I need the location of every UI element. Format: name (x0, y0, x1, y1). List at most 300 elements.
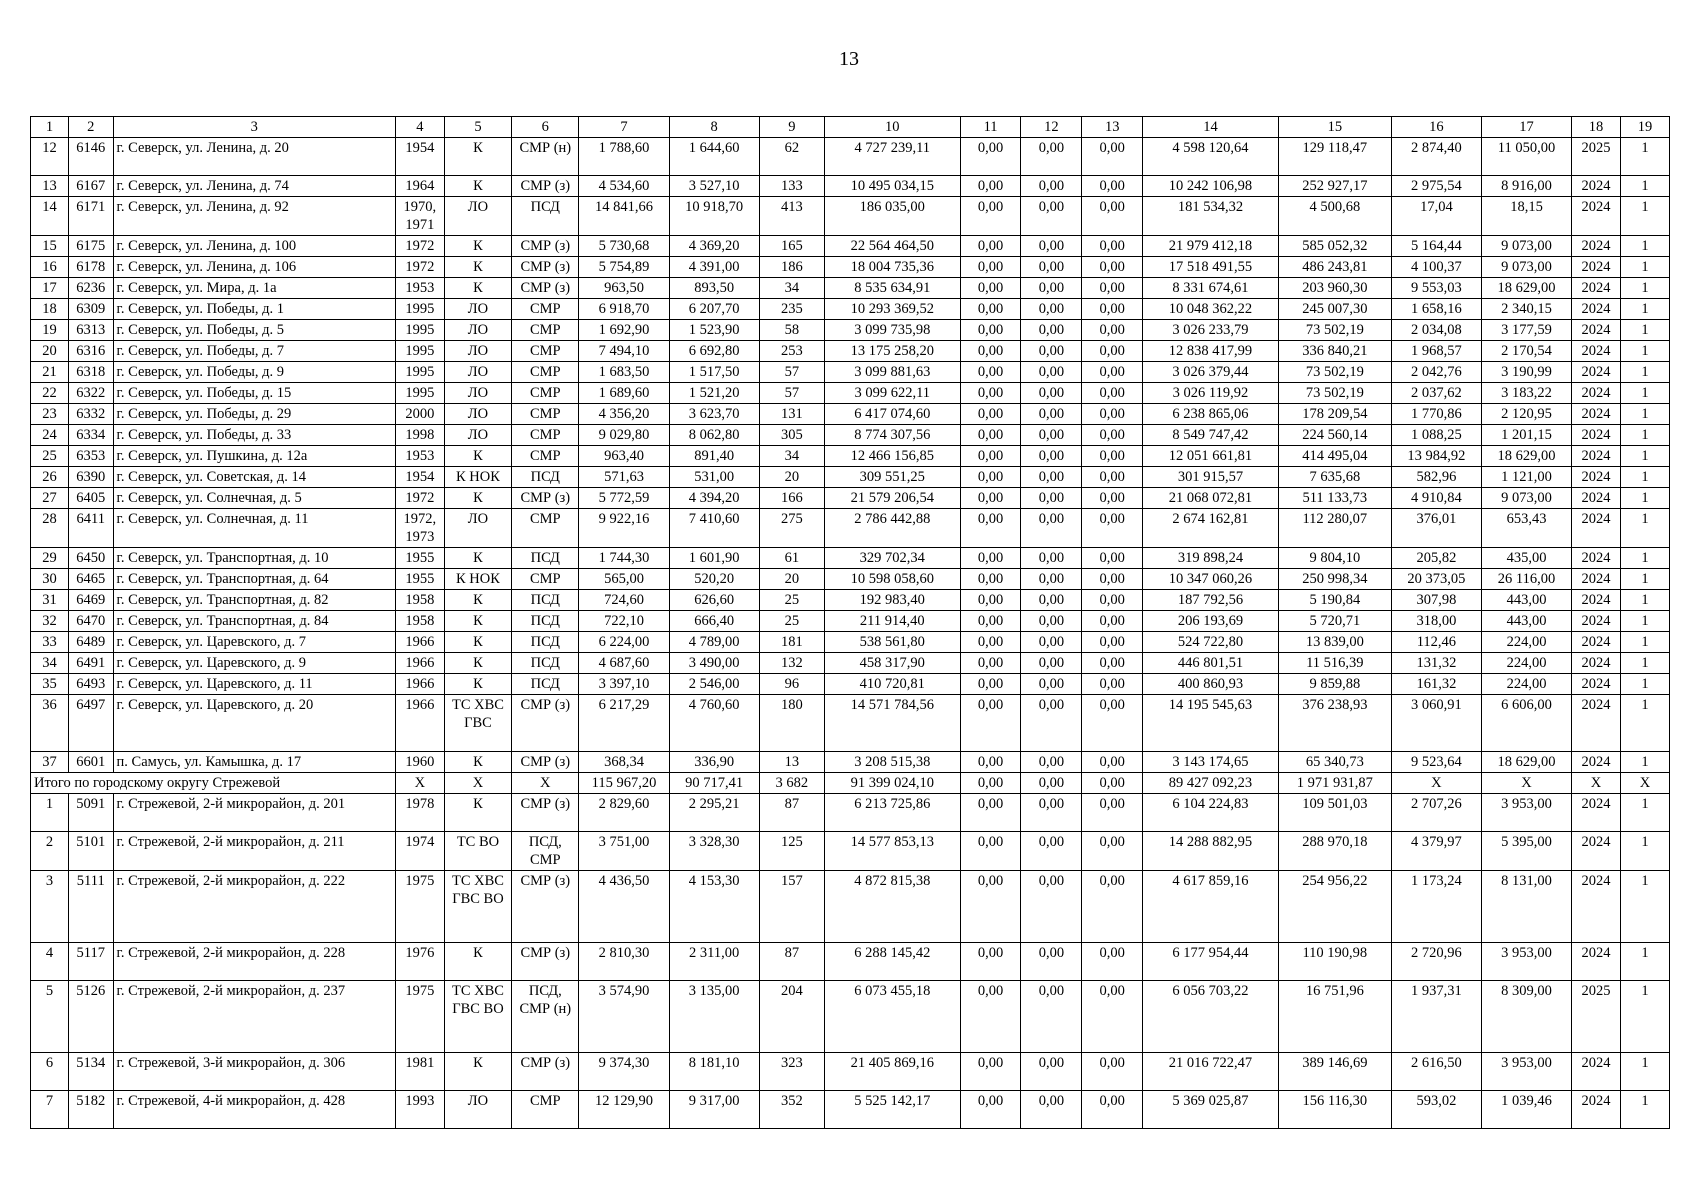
table-cell: 1 (1620, 1053, 1669, 1091)
table-cell: 3 574,90 (579, 981, 669, 1053)
table-cell: СМР (з) (512, 1053, 579, 1091)
table-row (31, 257, 1670, 278)
table-cell: ПСД (512, 611, 579, 632)
table-cell: 3 (31, 871, 69, 943)
table-cell: 28 (31, 509, 69, 548)
total-cell: 91 399 024,10 (824, 773, 960, 794)
table-cell: 2 042,76 (1391, 362, 1481, 383)
table-cell: К (444, 674, 511, 695)
table-cell: 20 (759, 569, 824, 590)
table-cell: 0,00 (1082, 632, 1143, 653)
table-cell: 1 039,46 (1481, 1091, 1571, 1129)
address-cell: г. Северск, ул. Царевского, д. 7 (113, 632, 395, 653)
strezhevoy-rows (31, 794, 1670, 1129)
table-row (31, 176, 1670, 197)
table-cell: 1 788,60 (579, 138, 669, 176)
column-header: 14 (1143, 117, 1279, 138)
table-cell: 3 490,00 (669, 653, 759, 674)
table-cell: 6 056 703,22 (1143, 981, 1279, 1053)
table-cell: 5091 (69, 794, 114, 832)
table-cell: 6332 (69, 404, 114, 425)
table-cell: 13 984,92 (1391, 446, 1481, 467)
table-cell: 0,00 (1021, 981, 1082, 1053)
table-cell: СМР (з) (512, 176, 579, 197)
table-cell: 2 120,95 (1481, 404, 1571, 425)
column-header: 5 (444, 117, 511, 138)
table-cell: 5 720,71 (1278, 611, 1391, 632)
table-cell: 250 998,34 (1278, 569, 1391, 590)
table-cell: ЛО (444, 299, 511, 320)
table-cell: 73 502,19 (1278, 362, 1391, 383)
table-cell: 12 466 156,85 (824, 446, 960, 467)
table-cell: 5 730,68 (579, 236, 669, 257)
column-header: 11 (960, 117, 1021, 138)
table-cell: 36 (31, 695, 69, 752)
table-cell: 1964 (395, 176, 444, 197)
table-row (31, 794, 1670, 832)
table-row (31, 832, 1670, 871)
table-cell: 0,00 (1082, 1053, 1143, 1091)
table-cell: 3 177,59 (1481, 320, 1571, 341)
total-cell: 0,00 (1082, 773, 1143, 794)
table-cell: 1 (1620, 674, 1669, 695)
table-cell: 9 073,00 (1481, 236, 1571, 257)
table-row (31, 488, 1670, 509)
table-cell: ПСД (512, 548, 579, 569)
table-cell: К (444, 590, 511, 611)
table-cell: 2024 (1572, 674, 1621, 695)
table-cell: 0,00 (960, 509, 1021, 548)
table-cell: 2024 (1572, 794, 1621, 832)
table-cell: 323 (759, 1053, 824, 1091)
table-cell: ПСД (512, 653, 579, 674)
table-cell: 2024 (1572, 509, 1621, 548)
table-cell: 1 601,90 (669, 548, 759, 569)
table-cell: 224 560,14 (1278, 425, 1391, 446)
table-cell: 1954 (395, 467, 444, 488)
table-cell: 2 037,62 (1391, 383, 1481, 404)
table-cell: 2024 (1572, 320, 1621, 341)
table-cell: 0,00 (1021, 794, 1082, 832)
table-cell: СМР (512, 299, 579, 320)
table-cell: 6493 (69, 674, 114, 695)
table-cell: 6 288 145,42 (824, 943, 960, 981)
table-cell: 0,00 (960, 404, 1021, 425)
table-cell: СМР (н) (512, 138, 579, 176)
table-cell: 1 (1620, 632, 1669, 653)
table-cell: 6 224,00 (579, 632, 669, 653)
table-cell: 0,00 (1021, 832, 1082, 871)
table-cell: 0,00 (1082, 176, 1143, 197)
housing-repair-table (30, 116, 1670, 1129)
total-row-group (31, 773, 1670, 794)
address-cell: г. Северск, ул. Транспортная, д. 10 (113, 548, 395, 569)
address-cell: г. Стрежевой, 4-й микрорайон, д. 428 (113, 1091, 395, 1129)
column-header: 9 (759, 117, 824, 138)
total-cell: 1 971 931,87 (1278, 773, 1391, 794)
table-cell: 5117 (69, 943, 114, 981)
table-cell: 1 121,00 (1481, 467, 1571, 488)
table-cell: 9 859,88 (1278, 674, 1391, 695)
table-cell: 22 (31, 383, 69, 404)
table-cell: 3 527,10 (669, 176, 759, 197)
table-cell: 11 050,00 (1481, 138, 1571, 176)
table-cell: 1966 (395, 674, 444, 695)
table-cell: 1 (1620, 752, 1669, 773)
table-cell: 9 523,64 (1391, 752, 1481, 773)
table-cell: 5 754,89 (579, 257, 669, 278)
table-cell: 5 164,44 (1391, 236, 1481, 257)
table-cell: 3 099 622,11 (824, 383, 960, 404)
table-cell: 309 551,25 (824, 467, 960, 488)
address-cell: г. Стрежевой, 2-й микрорайон, д. 222 (113, 871, 395, 943)
table-cell: 6 213 725,86 (824, 794, 960, 832)
table-cell: 25 (759, 611, 824, 632)
table-cell: 8 309,00 (1481, 981, 1571, 1053)
table-cell: 0,00 (1082, 278, 1143, 299)
table-cell: 0,00 (1082, 794, 1143, 832)
table-row (31, 871, 1670, 943)
table-cell: 6 104 224,83 (1143, 794, 1279, 832)
table-cell: 1972 (395, 257, 444, 278)
table-cell: 1953 (395, 278, 444, 299)
table-cell: 10 293 369,52 (824, 299, 960, 320)
table-cell: 6 918,70 (579, 299, 669, 320)
table-cell: 6 (31, 1053, 69, 1091)
table-row (31, 674, 1670, 695)
total-cell: 115 967,20 (579, 773, 669, 794)
table-cell: 0,00 (1021, 299, 1082, 320)
table-cell: 443,00 (1481, 611, 1571, 632)
address-cell: г. Северск, ул. Ленина, д. 74 (113, 176, 395, 197)
table-cell: 288 970,18 (1278, 832, 1391, 871)
table-cell: 186 035,00 (824, 197, 960, 236)
table-cell: 17 (31, 278, 69, 299)
table-cell: 2025 (1572, 981, 1621, 1053)
table-cell: 1954 (395, 138, 444, 176)
table-cell: 6313 (69, 320, 114, 341)
table-cell: 1 (1620, 871, 1669, 943)
table-cell: 0,00 (960, 653, 1021, 674)
column-header: 10 (824, 117, 960, 138)
table-cell: 0,00 (960, 197, 1021, 236)
table-cell: СМР (512, 383, 579, 404)
table-cell: 9 804,10 (1278, 548, 1391, 569)
table-cell: 1966 (395, 695, 444, 752)
table-cell: 6318 (69, 362, 114, 383)
table-cell: 0,00 (1082, 197, 1143, 236)
table-row (31, 981, 1670, 1053)
table-cell: 6465 (69, 569, 114, 590)
table-cell: 112,46 (1391, 632, 1481, 653)
table-cell: 2 975,54 (1391, 176, 1481, 197)
address-cell: г. Северск, ул. Транспортная, д. 64 (113, 569, 395, 590)
table-row (31, 509, 1670, 548)
table-cell: 165 (759, 236, 824, 257)
table-cell: 25 (759, 590, 824, 611)
table-cell: 6171 (69, 197, 114, 236)
table-cell: 34 (759, 278, 824, 299)
table-cell: 2024 (1572, 404, 1621, 425)
table-cell: 0,00 (960, 278, 1021, 299)
table-cell: 2024 (1572, 832, 1621, 871)
table-cell: 2024 (1572, 653, 1621, 674)
table-cell: 203 960,30 (1278, 278, 1391, 299)
table-cell: 2024 (1572, 548, 1621, 569)
address-cell: г. Северск, ул. Царевского, д. 20 (113, 695, 395, 752)
table-cell: 6334 (69, 425, 114, 446)
table-row (31, 695, 1670, 752)
table-cell: 0,00 (960, 674, 1021, 695)
table-cell: СМР (з) (512, 257, 579, 278)
table-cell: 368,34 (579, 752, 669, 773)
table-cell: 18 (31, 299, 69, 320)
table-cell: 30 (31, 569, 69, 590)
table-cell: ТС ХВС ГВС ВО (444, 981, 511, 1053)
table-cell: 1 (1620, 425, 1669, 446)
total-cell: 0,00 (960, 773, 1021, 794)
table-cell: ЛО (444, 1091, 511, 1129)
table-cell: 4 598 120,64 (1143, 138, 1279, 176)
table-cell: 15 (31, 236, 69, 257)
table-cell: 24 (31, 425, 69, 446)
table-cell: 3 026 119,92 (1143, 383, 1279, 404)
table-cell: 6601 (69, 752, 114, 773)
table-cell: 3 099 881,63 (824, 362, 960, 383)
table-cell: СМР (з) (512, 488, 579, 509)
table-cell: 27 (31, 488, 69, 509)
table-cell: СМР (з) (512, 278, 579, 299)
address-cell: г. Северск, ул. Победы, д. 1 (113, 299, 395, 320)
table-cell: К (444, 446, 511, 467)
table-cell: К (444, 632, 511, 653)
table-cell: ПСД (512, 467, 579, 488)
table-cell: 336 840,21 (1278, 341, 1391, 362)
table-cell: 565,00 (579, 569, 669, 590)
table-cell: 0,00 (960, 467, 1021, 488)
table-cell: 0,00 (1082, 383, 1143, 404)
table-cell: 0,00 (1021, 590, 1082, 611)
table-cell: 181 534,32 (1143, 197, 1279, 236)
table-cell: 4 394,20 (669, 488, 759, 509)
table-cell: 5134 (69, 1053, 114, 1091)
table-cell: СМР (512, 425, 579, 446)
table-cell: 3 099 735,98 (824, 320, 960, 341)
table-cell: 1974 (395, 832, 444, 871)
table-cell: 0,00 (960, 632, 1021, 653)
table-cell: 21 979 412,18 (1143, 236, 1279, 257)
table-row (31, 278, 1670, 299)
table-cell: 0,00 (1021, 467, 1082, 488)
table-cell: 443,00 (1481, 590, 1571, 611)
table-cell: К (444, 943, 511, 981)
table-cell: ПСД (512, 674, 579, 695)
address-cell: г. Северск, ул. Солнечная, д. 11 (113, 509, 395, 548)
table-cell: 0,00 (1021, 695, 1082, 752)
table-cell: ПСД, СМР (512, 832, 579, 871)
column-header: 1 (31, 117, 69, 138)
table-cell: 6 417 074,60 (824, 404, 960, 425)
table-cell: 8 131,00 (1481, 871, 1571, 943)
table-cell: 2024 (1572, 362, 1621, 383)
total-cell: 90 717,41 (669, 773, 759, 794)
column-header: 3 (113, 117, 395, 138)
table-cell: 6491 (69, 653, 114, 674)
table-cell: 1 683,50 (579, 362, 669, 383)
table-cell: 0,00 (1021, 674, 1082, 695)
table-cell: 131,32 (1391, 653, 1481, 674)
table-cell: 3 026 233,79 (1143, 320, 1279, 341)
table-cell: 1 (1620, 590, 1669, 611)
table-row (31, 362, 1670, 383)
table-cell: 2 720,96 (1391, 943, 1481, 981)
table-cell: 23 (31, 404, 69, 425)
table-cell: 112 280,07 (1278, 509, 1391, 548)
table-cell: 0,00 (960, 383, 1021, 404)
table-cell: 626,60 (669, 590, 759, 611)
table-cell: 1 (1620, 278, 1669, 299)
table-cell: СМР (з) (512, 695, 579, 752)
table-cell: 2 707,26 (1391, 794, 1481, 832)
table-cell: 307,98 (1391, 590, 1481, 611)
table-cell: ЛО (444, 404, 511, 425)
table-cell: 0,00 (1082, 548, 1143, 569)
table-cell: 0,00 (1021, 446, 1082, 467)
table-cell: 2024 (1572, 467, 1621, 488)
table-row (31, 611, 1670, 632)
table-cell: 3 143 174,65 (1143, 752, 1279, 773)
table-cell: 2 295,21 (669, 794, 759, 832)
table-cell: 2 034,08 (1391, 320, 1481, 341)
table-cell: 1 (1620, 695, 1669, 752)
table-cell: 37 (31, 752, 69, 773)
table-cell: 1 (1620, 611, 1669, 632)
page-number: 13 (839, 48, 859, 70)
table-cell: 161,32 (1391, 674, 1481, 695)
address-cell: г. Стрежевой, 2-й микрорайон, д. 201 (113, 794, 395, 832)
table-cell: 6497 (69, 695, 114, 752)
table-cell: 17 518 491,55 (1143, 257, 1279, 278)
table-cell: 6469 (69, 590, 114, 611)
table-cell: ПСД (512, 632, 579, 653)
table-cell: СМР (512, 509, 579, 548)
table-cell: 2000 (395, 404, 444, 425)
table-cell: 7 494,10 (579, 341, 669, 362)
table-cell: 511 133,73 (1278, 488, 1391, 509)
table-cell: СМР (512, 446, 579, 467)
table-cell: 18 629,00 (1481, 752, 1571, 773)
table-cell: СМР (з) (512, 871, 579, 943)
table-cell: 206 193,69 (1143, 611, 1279, 632)
table-cell: СМР (512, 362, 579, 383)
table-cell: 593,02 (1391, 1091, 1481, 1129)
table-row (31, 299, 1670, 320)
table-cell: 0,00 (960, 488, 1021, 509)
table-cell: 2024 (1572, 278, 1621, 299)
table-cell: 1958 (395, 611, 444, 632)
table-cell: 2 340,15 (1481, 299, 1571, 320)
table-cell: 0,00 (1021, 943, 1082, 981)
table-cell: 486 243,81 (1278, 257, 1391, 278)
table-cell: 893,50 (669, 278, 759, 299)
table-cell: СМР (512, 320, 579, 341)
table-cell: 0,00 (1021, 176, 1082, 197)
table-cell: 10 495 034,15 (824, 176, 960, 197)
table-cell: 1 (1620, 943, 1669, 981)
address-cell: г. Северск, ул. Пушкина, д. 12а (113, 446, 395, 467)
table-cell: 2024 (1572, 176, 1621, 197)
table-cell: 0,00 (1082, 1091, 1143, 1129)
table-cell: 1 (1620, 197, 1669, 236)
table-cell: 8 062,80 (669, 425, 759, 446)
table-cell: 376,01 (1391, 509, 1481, 548)
table-cell: 3 623,70 (669, 404, 759, 425)
table-cell: 65 340,73 (1278, 752, 1391, 773)
table-cell: 10 918,70 (669, 197, 759, 236)
table-cell: 446 801,51 (1143, 653, 1279, 674)
table-cell: 1 (1620, 548, 1669, 569)
table-cell: 0,00 (960, 1091, 1021, 1129)
table-cell: 2024 (1572, 695, 1621, 752)
table-cell: 0,00 (1082, 611, 1143, 632)
table-cell: 4 727 239,11 (824, 138, 960, 176)
table-cell: 26 116,00 (1481, 569, 1571, 590)
table-cell: 224,00 (1481, 653, 1571, 674)
total-label: Итого по городскому округу Стрежевой (31, 773, 396, 794)
table-cell: 0,00 (960, 341, 1021, 362)
table-cell: 0,00 (960, 981, 1021, 1053)
table-cell: 1 689,60 (579, 383, 669, 404)
table-cell: СМР (512, 1091, 579, 1129)
table-cell: 20 (31, 341, 69, 362)
table-cell: 5 395,00 (1481, 832, 1571, 871)
table-cell: 14 571 784,56 (824, 695, 960, 752)
table-cell: 1 (1620, 981, 1669, 1053)
table-cell: СМР (512, 341, 579, 362)
table-cell: К (444, 236, 511, 257)
table-cell: 192 983,40 (824, 590, 960, 611)
table-cell: 4 789,00 (669, 632, 759, 653)
table-cell: 0,00 (960, 425, 1021, 446)
table-cell: 9 374,30 (579, 1053, 669, 1091)
table-cell: 6167 (69, 176, 114, 197)
table-cell: 1966 (395, 632, 444, 653)
total-cell: Х (1391, 773, 1481, 794)
total-cell: Х (1572, 773, 1621, 794)
table-cell: 1 (1620, 488, 1669, 509)
address-cell: п. Самусь, ул. Камышка, д. 17 (113, 752, 395, 773)
table-cell: ЛО (444, 341, 511, 362)
table-cell: 1978 (395, 794, 444, 832)
address-cell: г. Северск, ул. Царевского, д. 9 (113, 653, 395, 674)
address-cell: г. Северск, ул. Царевского, д. 11 (113, 674, 395, 695)
table-cell: 0,00 (1082, 509, 1143, 548)
table-cell: 0,00 (1082, 138, 1143, 176)
table-cell: 2024 (1572, 446, 1621, 467)
table-cell: 14 288 882,95 (1143, 832, 1279, 871)
table-cell: К (444, 752, 511, 773)
table-cell: 0,00 (1082, 695, 1143, 752)
table-cell: ЛО (444, 509, 511, 548)
table-cell: 538 561,80 (824, 632, 960, 653)
table-cell: 2 170,54 (1481, 341, 1571, 362)
total-row (31, 773, 1670, 794)
table-cell: К (444, 138, 511, 176)
table-cell: К (444, 653, 511, 674)
address-cell: г. Северск, ул. Ленина, д. 20 (113, 138, 395, 176)
table-cell: 1998 (395, 425, 444, 446)
table-cell: 180 (759, 695, 824, 752)
